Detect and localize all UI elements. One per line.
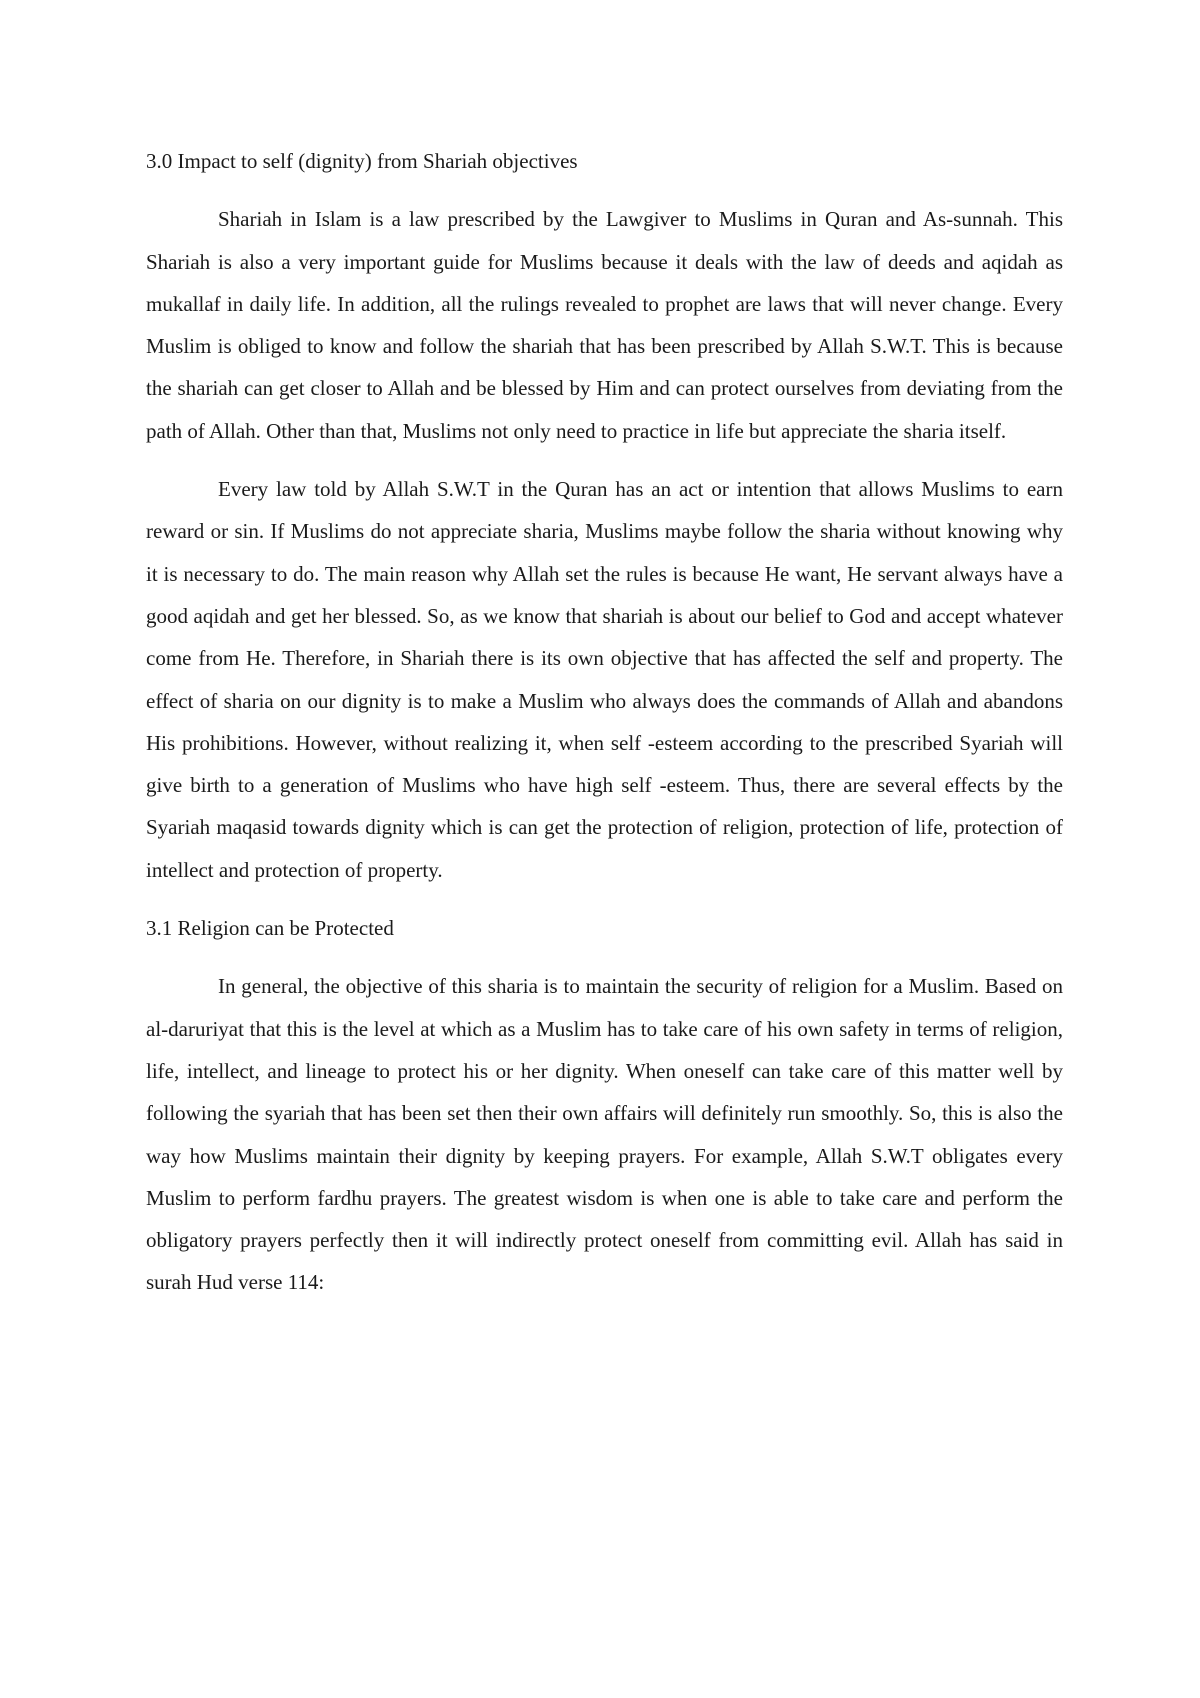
section-heading-3-0: 3.0 Impact to self (dignity) from Shariah objectives (146, 149, 578, 173)
paragraph-shariah-definition: Shariah in Islam is a law prescribed by the Lawgiver to Muslims in Quran and As-sunnah. This Shariah is also a very important guide for Muslims because it deals with the law of deeds and aqidah as mukallaf in daily life. In addition, all the rulings revealed to prophet are laws that will never change. Every Muslim is obliged to know and follow the shariah that has been prescribed by Allah S.W.T. This is because the shariah can get closer to Allah and be blessed by Him and can protect ourselves from deviating from the path of Allah. Other than that, Muslims not only need to practice in life but appreciate the sharia itself. (146, 207, 1063, 443)
paragraph-law-intention: Every law told by Allah S.W.T in the Quran has an act or intention that allows Muslims to earn reward or sin. If Muslims do not appreciate sharia, Muslims maybe follow the sharia without knowing why it is necessary to do. The main reason why Allah set the rules is because He want, He servant always have a good aqidah and get her blessed. So, as we know that shariah is about our belief to God and accept whatever come from He. Therefore, in Shariah there is its own objective that has affected the self and property. The effect of sharia on our dignity is to make a Muslim who always does the commands of Allah and abandons His prohibitions. However, without realizing it, when self -esteem according to the prescribed Syariah will give birth to a generation of Muslims who have high self -esteem. Thus, there are several effects by the Syariah maqasid towards dignity which is can get the protection of religion, protection of life, protection of intellect and protection of property. (146, 477, 1063, 882)
paragraph-religion-protection: In general, the objective of this sharia is to maintain the security of religion for a Muslim. Based on al-daruriyat that this is the level at which as a Muslim has to take care of his own safety in terms of religion, life, intellect, and lineage to protect his or her dignity. When oneself can take care of this matter well by following the syariah that has been set then their own affairs will definitely run smoothly. So, this is also the way how Muslims maintain their dignity by keeping prayers. For example, Allah S.W.T obligates every Muslim to perform fardhu prayers. The greatest wisdom is when one is able to take care and perform the obligatory prayers perfectly then it will indirectly protect oneself from committing evil. Allah has said in surah Hud verse 114: (146, 974, 1063, 1295)
section-heading-3-1: 3.1 Religion can be Protected (146, 916, 394, 941)
document-page (146, 140, 1063, 1320)
